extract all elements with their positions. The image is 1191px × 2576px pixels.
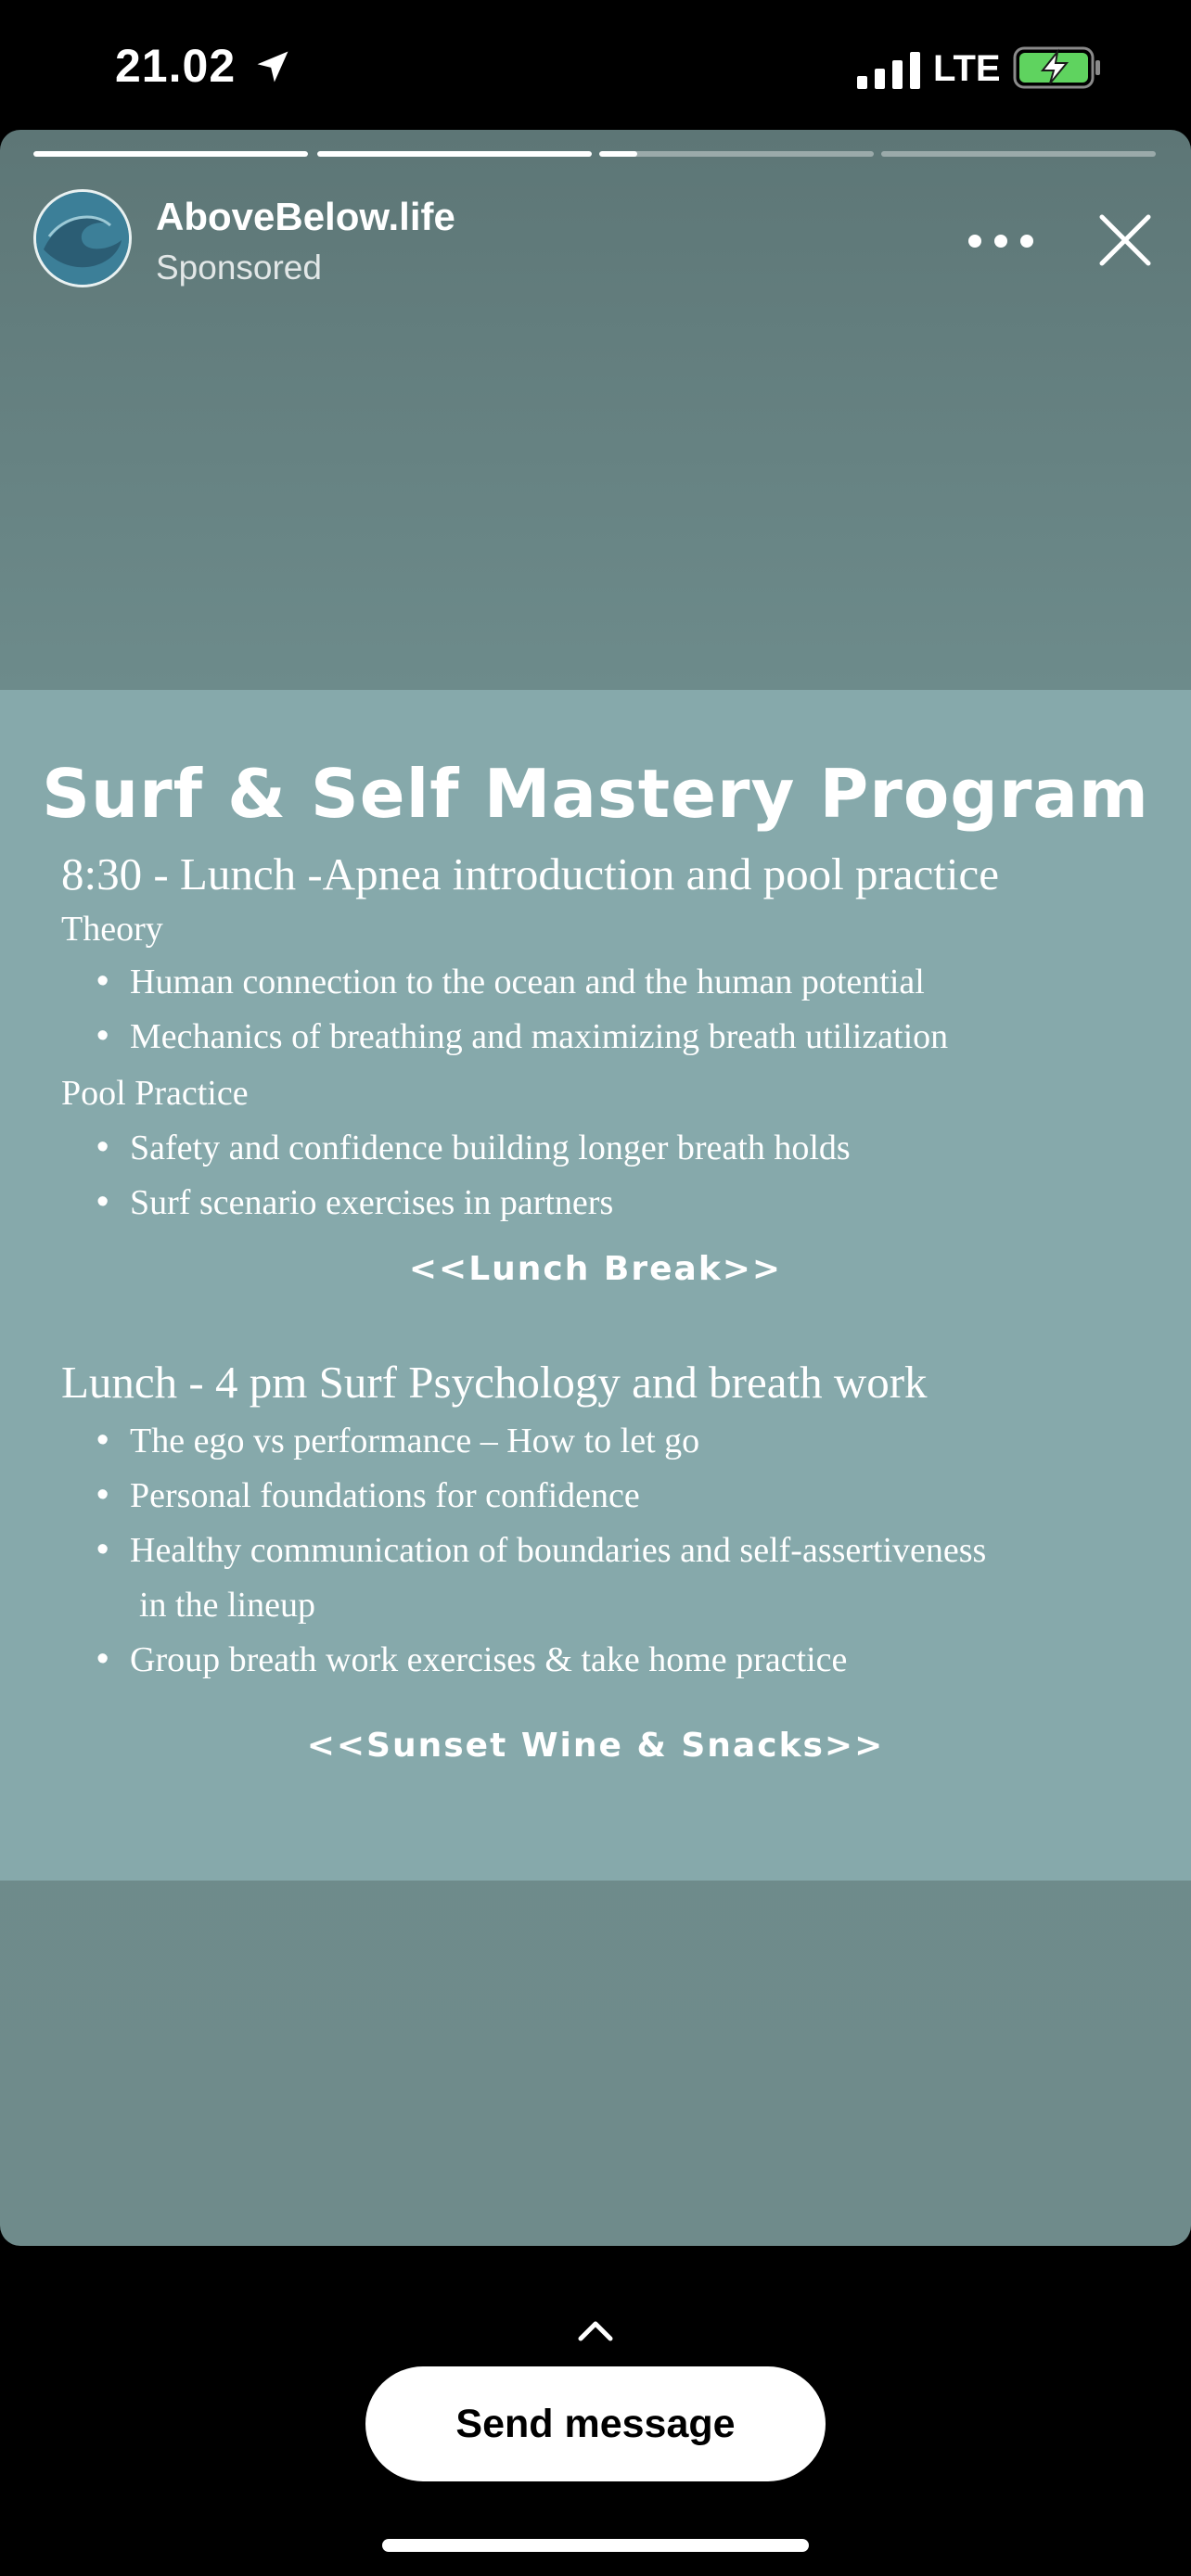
list-item: Healthy communication of boundaries and self-assertiveness	[130, 1531, 987, 1570]
wave-logo-icon	[36, 192, 129, 285]
theory-label: Theory	[61, 910, 163, 949]
list-item-continued: in the lineup	[139, 1586, 315, 1625]
list-item: Human connection to the ocean and the human potential	[130, 963, 925, 1001]
account-name[interactable]: AboveBelow.life	[156, 195, 455, 238]
sponsored-label: Sponsored	[156, 249, 322, 287]
story-progress-segment	[881, 151, 1156, 157]
network-type: LTE	[933, 48, 1001, 89]
program-title: Surf & Self Mastery Program	[42, 755, 1149, 833]
more-horizontal-icon[interactable]	[967, 223, 1035, 260]
signal-icon	[857, 52, 920, 89]
list-item: The ego vs performance – How to let go	[130, 1422, 700, 1460]
location-arrow-icon	[252, 46, 293, 87]
morning-heading: 8:30 - Lunch -Apnea introduction and pool practice	[61, 848, 999, 899]
status-time: 21.02	[115, 40, 237, 92]
bullet-dot: •	[96, 1128, 109, 1167]
chevron-up-icon[interactable]	[577, 2318, 614, 2342]
home-indicator[interactable]	[382, 2539, 809, 2552]
afternoon-heading: Lunch - 4 pm Surf Psychology and breath work	[61, 1357, 928, 1408]
list-item: Group breath work exercises & take home practice	[130, 1640, 848, 1679]
sunset-label: <<Sunset Wine & Snacks>>	[306, 1727, 885, 1765]
bullet-dot: •	[96, 1530, 109, 1569]
bullet-dot: •	[96, 962, 109, 1001]
bullet-dot: •	[96, 1475, 109, 1514]
bullet-dot: •	[96, 1182, 109, 1221]
story-progress-segment	[317, 151, 592, 157]
send-message-button[interactable]: Send message	[365, 2366, 826, 2481]
list-item: Safety and confidence building longer breath holds	[130, 1129, 851, 1167]
bullet-dot: •	[96, 1016, 109, 1055]
avatar[interactable]	[33, 189, 132, 287]
story-card[interactable]	[0, 130, 1191, 2246]
list-item: Mechanics of breathing and maximizing breath utilization	[130, 1017, 949, 1056]
program-panel	[0, 690, 1191, 1881]
bullet-dot: •	[96, 1639, 109, 1678]
pool-practice-label: Pool Practice	[61, 1074, 249, 1113]
status-bar	[0, 0, 1191, 130]
lunch-break-label: <<Lunch Break>>	[408, 1250, 783, 1288]
close-icon[interactable]	[1095, 210, 1156, 271]
list-item: Personal foundations for confidence	[130, 1476, 640, 1515]
list-item: Surf scenario exercises in partners	[130, 1183, 614, 1222]
story-progress-segment	[33, 151, 308, 157]
story-progress-segment	[599, 151, 874, 157]
bullet-dot: •	[96, 1421, 109, 1460]
battery-charging-icon	[1013, 46, 1102, 89]
